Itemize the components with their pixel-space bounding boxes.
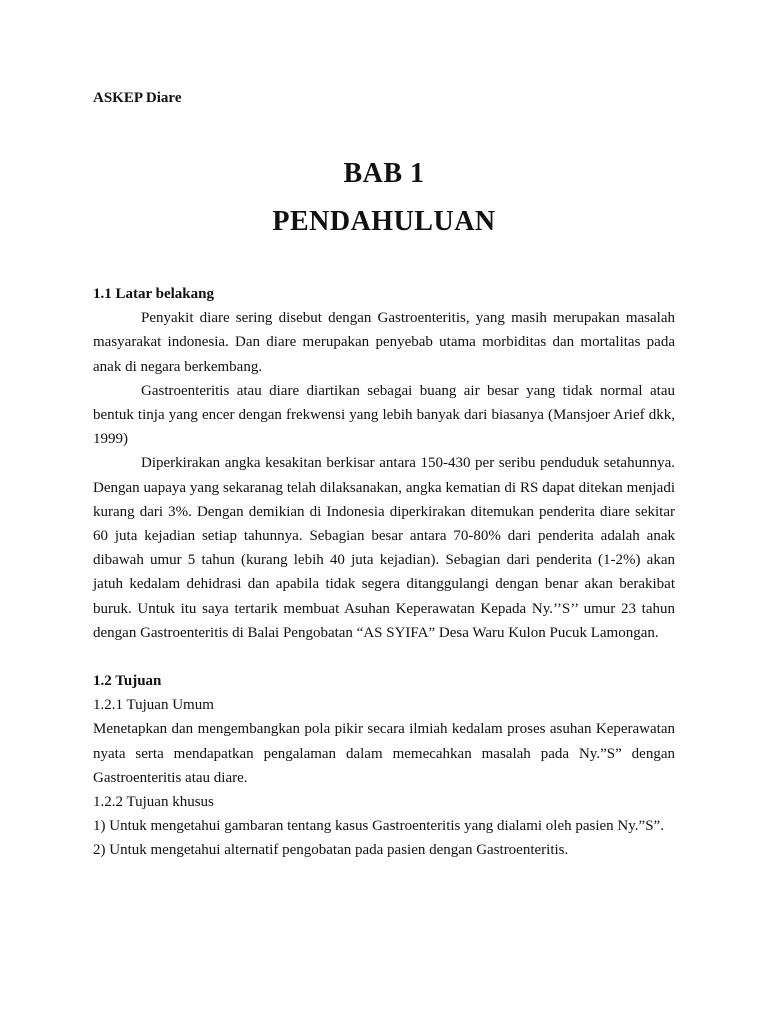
paragraph: Diperkirakan angka kesakitan berkisar antara 150-430 per seribu penduduk setahunnya. Dengan uapaya yang sekaranag telah dilaksanakan, angka kematian di RS dapat ditekan menjadi kurang dari 3%. Dengan demikian di Indonesia diperkirakan ditemukan penderita diare sekitar 60 juta kejadian setiap tahunnya. Sebagian besar antara 70-80% dari penderita adalah anak dibawah umur 5 tahun (kurang lebih 40 juta kejadian). Sebagian dari penderita (1-2%) akan jatuh kedalam dehidrasi dan apabila tidak segera ditanggulangi dengan benar akan berakibat buruk. Untuk itu saya tertarik membuat Asuhan Keperawatan Kepada Ny.’’S’’ umur 23 tahun dengan Gastroenteritis di Balai Pengobatan “AS SYIFA” Desa Waru Kulon Pucuk Lamongan. [93, 455, 675, 641]
document-body [93, 282, 675, 863]
list-item: 1) Untuk mengetahui gambaran tentang kasus Gastroenteritis yang dialami oleh pasien Ny.”S”. [93, 818, 664, 835]
chapter-title: PENDAHULUAN [272, 206, 496, 237]
paragraph: Penyakit diare sering disebut dengan Gastroenteritis, yang masih merupakan masalah masyarakat indonesia. Dan diare merupakan penyebab utama morbiditas dan mortalitas pada anak di negara berkembang. [93, 310, 675, 375]
section-heading-latar-belakang: 1.1 Latar belakang [93, 286, 214, 302]
list-item: 2) Untuk mengetahui alternatif pengobatan pada pasien dengan Gastroenteritis. [93, 842, 569, 859]
section-gap [93, 645, 675, 669]
chapter-number: BAB 1 [343, 158, 425, 189]
section-heading-tujuan: 1.2 Tujuan [93, 673, 162, 690]
paragraph: Menetapkan dan mengembangkan pola pikir secara ilmiah kedalam proses asuhan Keperawatan nyata serta mendapatkan pengalaman dalam memecahkan masalah pada Ny.”S” dengan Gastroenteritis atau diare. [93, 721, 675, 786]
subsection-heading-tujuan-khusus: 1.2.2 Tujuan khusus [93, 794, 214, 811]
document-label: ASKEP Diare [93, 90, 182, 106]
paragraph: Gastroenteritis atau diare diartikan sebagai buang air besar yang tidak normal atau bentuk tinja yang encer dengan frekwensi yang lebih banyak dari biasanya (Mansjoer Arief dkk, 1999) [93, 382, 675, 448]
subsection-heading-tujuan-umum: 1.2.1 Tujuan Umum [93, 697, 214, 714]
